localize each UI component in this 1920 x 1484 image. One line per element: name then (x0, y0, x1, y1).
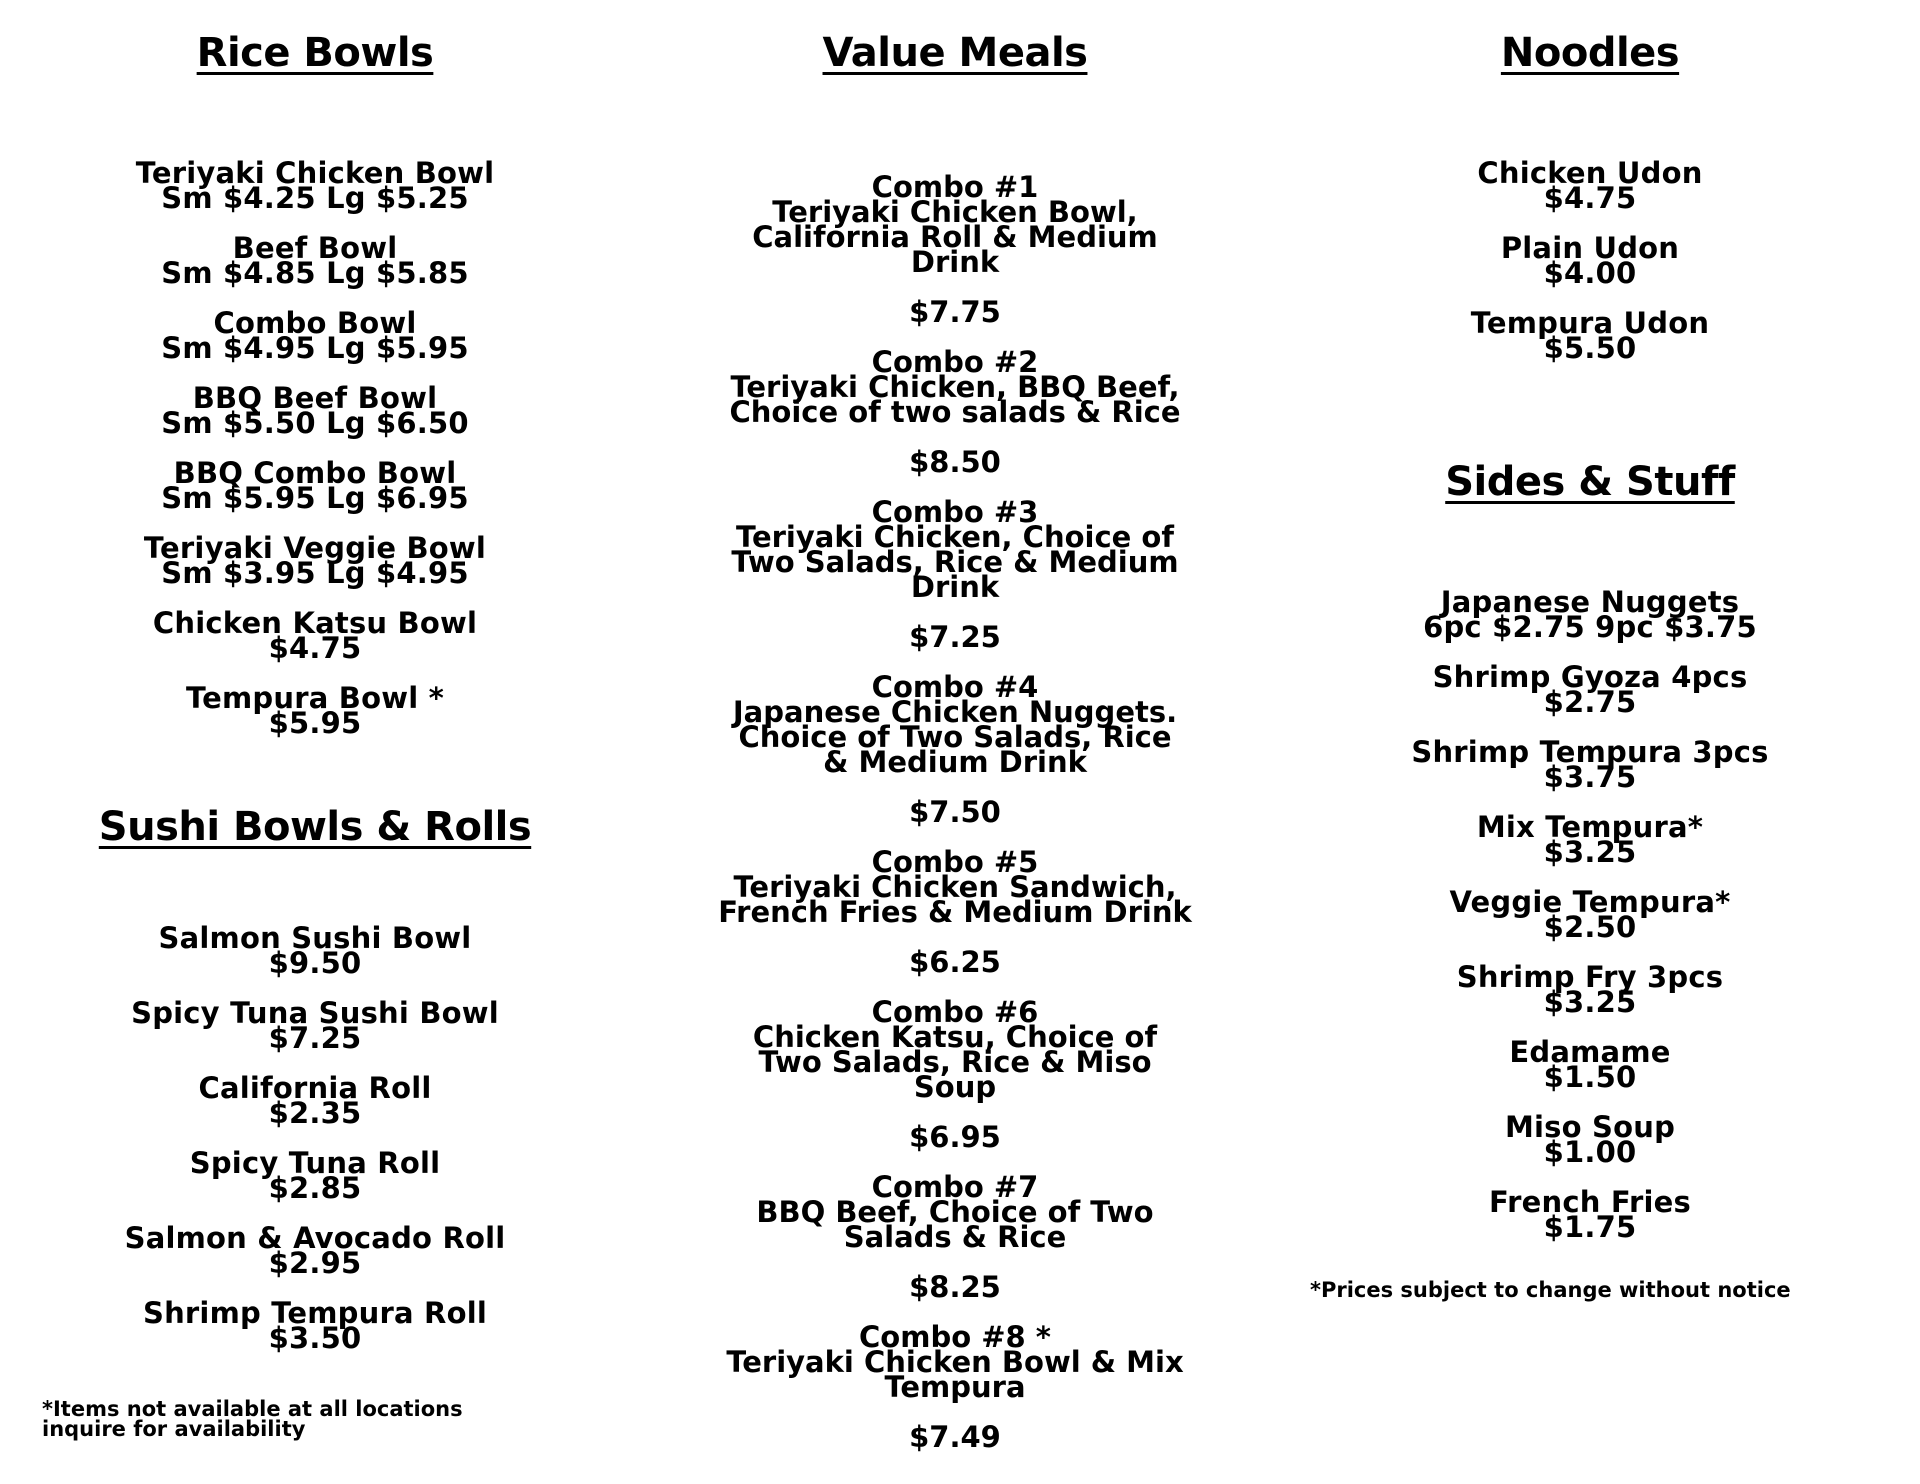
sides-heading: Sides & Stuff (1445, 459, 1735, 505)
item-price: $4.75 (1543, 181, 1637, 215)
menu-item (1290, 810, 1890, 869)
combo-item (640, 845, 1270, 979)
combo-title: Combo #1 (871, 170, 1039, 204)
item-name: Shrimp Fry 3pcs (1456, 960, 1724, 994)
menu-item (1290, 735, 1890, 794)
menu-item (1290, 960, 1890, 1019)
menu-item (20, 1146, 610, 1205)
item-name: Tempura Udon (1470, 306, 1710, 340)
combo-price: $7.49 (909, 1420, 1001, 1454)
combo-item (640, 495, 1270, 654)
menu-item (1290, 660, 1890, 719)
menu-item (1290, 1110, 1890, 1169)
availability-footnote: *Items not available at all locations inquire for availability (42, 1397, 463, 1441)
item-name: BBQ Combo Bowl (173, 456, 457, 490)
menu-item (20, 921, 610, 980)
item-price: $2.75 (1543, 685, 1637, 719)
menu-item (20, 1296, 610, 1355)
item-price: $3.50 (268, 1321, 362, 1355)
combo-description: Japanese Chicken Nuggets. Choice of Two Salads, Rice & Medium Drink (732, 695, 1178, 779)
item-price: $2.85 (268, 1171, 362, 1205)
item-price: $5.50 (1543, 331, 1637, 365)
menu-item (1290, 306, 1890, 365)
combo-description: Teriyaki Chicken, Choice of Two Salads, Rice & Medium Drink (731, 520, 1179, 604)
item-price: $2.35 (268, 1096, 362, 1130)
combo-description: Teriyaki Chicken, BBQ Beef, Choice of two salads & Rice (729, 370, 1181, 429)
item-name: Teriyaki Veggie Bowl (143, 531, 487, 565)
combo-item (640, 1320, 1270, 1454)
combo-description: Teriyaki Chicken Bowl, California Roll & Medium Drink (752, 195, 1158, 279)
combo-description: Chicken Katsu, Choice of Two Salads, Rice & Miso Soup (752, 1020, 1158, 1104)
item-name: Beef Bowl (232, 231, 398, 265)
item-price: $3.25 (1543, 985, 1637, 1019)
combo-price: $6.95 (909, 1120, 1001, 1154)
item-name: Shrimp Tempura 3pcs (1411, 735, 1769, 769)
item-name: Spicy Tuna Roll (189, 1146, 441, 1180)
item-name: French Fries (1488, 1185, 1692, 1219)
item-price: Sm $5.50 Lg $6.50 (161, 406, 469, 440)
value-meals-heading: Value Meals (822, 30, 1088, 76)
menu-item (20, 681, 610, 740)
menu-item (20, 531, 610, 590)
item-name: California Roll (198, 1071, 432, 1105)
item-price: Sm $4.85 Lg $5.85 (161, 256, 469, 290)
item-name: Salmon & Avocado Roll (124, 1221, 506, 1255)
price-change-footnote: *Prices subject to change without notice (1310, 1278, 1791, 1302)
item-name: Chicken Udon (1477, 156, 1703, 190)
menu-item (20, 381, 610, 440)
item-price: Sm $4.95 Lg $5.95 (161, 331, 469, 365)
combo-item (640, 1170, 1270, 1304)
combo-price: $7.50 (909, 795, 1001, 829)
sushi-heading: Sushi Bowls & Rolls (98, 804, 532, 850)
menu-item (20, 1071, 610, 1130)
combo-title: Combo #5 (871, 845, 1039, 879)
menu-item (1290, 885, 1890, 944)
item-price: $2.50 (1543, 910, 1637, 944)
menu-item (20, 231, 610, 290)
item-name: BBQ Beef Bowl (192, 381, 438, 415)
item-name: Plain Udon (1500, 231, 1680, 265)
menu-item (20, 456, 610, 515)
item-price: $7.25 (268, 1021, 362, 1055)
menu-item (20, 996, 610, 1055)
item-price: $1.50 (1543, 1060, 1637, 1094)
item-name: Combo Bowl (213, 306, 417, 340)
combo-title: Combo #3 (871, 495, 1039, 529)
noodles-heading: Noodles (1500, 30, 1680, 76)
item-price: Sm $5.95 Lg $6.95 (161, 481, 469, 515)
item-price: $4.75 (268, 631, 362, 665)
combo-title: Combo #2 (871, 345, 1039, 379)
menu-item (1290, 1185, 1890, 1244)
item-name: Veggie Tempura* (1449, 885, 1731, 919)
combo-price: $7.75 (909, 295, 1001, 329)
combo-price: $8.50 (909, 445, 1001, 479)
combo-item (640, 670, 1270, 829)
menu-item (1290, 156, 1890, 215)
item-price: $4.00 (1543, 256, 1637, 290)
item-name: Edamame (1509, 1035, 1671, 1069)
combo-description: BBQ Beef, Choice of Two Salads & Rice (756, 1195, 1154, 1254)
item-name: Mix Tempura* (1476, 810, 1704, 844)
combo-item (640, 170, 1270, 329)
item-name: Japanese Nuggets (1440, 585, 1740, 619)
combo-item (640, 995, 1270, 1154)
item-name: Spicy Tuna Sushi Bowl (131, 996, 499, 1030)
menu-item (20, 156, 610, 215)
item-price: $3.75 (1543, 760, 1637, 794)
item-price: Sm $4.25 Lg $5.25 (161, 181, 469, 215)
item-name: Miso Soup (1504, 1110, 1676, 1144)
combo-title: Combo #7 (871, 1170, 1039, 1204)
combo-description: Teriyaki Chicken Bowl & Mix Tempura (726, 1345, 1184, 1404)
item-name: Teriyaki Chicken Bowl (135, 156, 495, 190)
combo-price: $6.25 (909, 945, 1001, 979)
menu-item (1290, 585, 1890, 644)
item-name: Tempura Bowl * (185, 681, 444, 715)
combo-price: $7.25 (909, 620, 1001, 654)
combo-item (640, 345, 1270, 479)
item-price: 6pc $2.75 9pc $3.75 (1423, 610, 1757, 644)
item-price: $2.95 (268, 1246, 362, 1280)
combo-title: Combo #4 (871, 670, 1039, 704)
menu-item (1290, 231, 1890, 290)
item-price: $5.95 (268, 706, 362, 740)
item-name: Salmon Sushi Bowl (158, 921, 472, 955)
item-price: $3.25 (1543, 835, 1637, 869)
item-price: Sm $3.95 Lg $4.95 (161, 556, 469, 590)
menu-item (20, 1221, 610, 1280)
item-name: Shrimp Tempura Roll (143, 1296, 487, 1330)
combo-price: $8.25 (909, 1270, 1001, 1304)
combo-title: Combo #6 (871, 995, 1039, 1029)
menu-item (20, 306, 610, 365)
combo-description: Teriyaki Chicken Sandwich, French Fries & Medium Drink (718, 870, 1192, 929)
item-name: Shrimp Gyoza 4pcs (1432, 660, 1748, 694)
item-price: $9.50 (268, 946, 362, 980)
rice-bowls-heading: Rice Bowls (196, 30, 434, 76)
item-price: $1.00 (1543, 1135, 1637, 1169)
item-name: Chicken Katsu Bowl (152, 606, 478, 640)
menu-item (1290, 1035, 1890, 1094)
item-price: $1.75 (1543, 1210, 1637, 1244)
combo-title: Combo #8 * (859, 1320, 1051, 1354)
menu-item (20, 606, 610, 665)
